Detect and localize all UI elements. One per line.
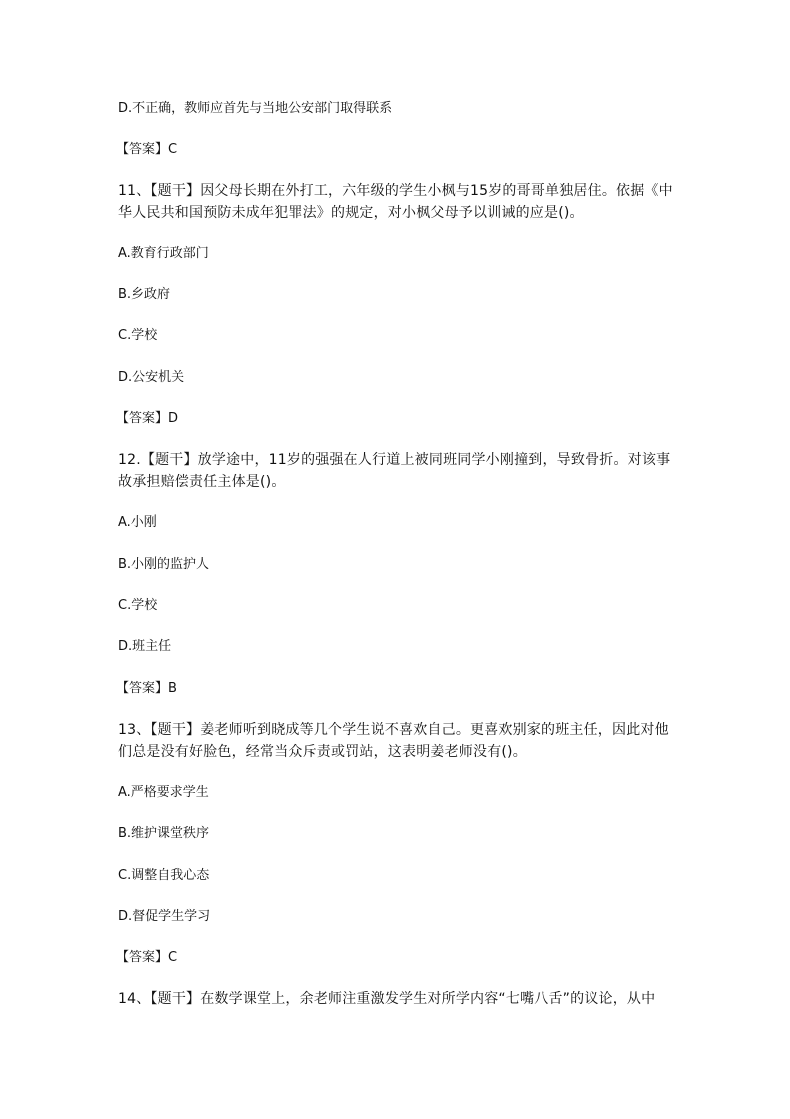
question-11-option-d: D.公安机关 (118, 370, 185, 385)
question-13-option-a: A.严格要求学生 (118, 785, 209, 800)
question-11-option-a: A.教育行政部门 (118, 246, 209, 261)
question-13-stem-line1: 13、【题干】姜老师听到晓成等几个学生说不喜欢自己。更喜欢别家的班主任，因此对他 (118, 722, 669, 738)
question-14-stem-line1: 14、【题干】在数学课堂上，余老师注重激发学生对所学内容“七嘴八舌”的议论，从中 (118, 991, 656, 1007)
previous-question-answer: 【答案】C (116, 142, 178, 157)
question-12-option-a: A.小刚 (118, 515, 157, 530)
question-13-stem-line2: 们总是没有好脸色，经常当众斥责或罚站，这表明姜老师没有()。 (118, 744, 527, 760)
question-11-answer: 【答案】D (116, 411, 179, 426)
question-12-option-c: C.学校 (118, 598, 158, 613)
question-13-option-d: D.督促学生学习 (118, 909, 211, 924)
question-11-option-c: C.学校 (118, 328, 158, 343)
previous-question-option-d: D.不正确，教师应首先与当地公安部门取得联系 (118, 101, 393, 116)
question-13-option-c: C.调整自我心态 (118, 868, 210, 883)
question-12-stem-line2: 故承担赔偿责任主体是()。 (118, 474, 286, 490)
question-12-answer: 【答案】B (116, 681, 177, 696)
question-13-option-b: B.维护课堂秩序 (118, 826, 210, 841)
question-11-stem-line1: 11、【题干】因父母长期在外打工，六年级的学生小枫与15岁的哥哥单独居住。依据《中 (118, 183, 673, 199)
question-12-stem-line1: 12.【题干】放学途中，11岁的强强在人行道上被同班同学小刚撞到，导致骨折。对该事 (118, 452, 671, 468)
question-12-option-b: B.小刚的监护人 (118, 557, 210, 572)
question-11-option-b: B.乡政府 (118, 287, 171, 302)
question-13-answer: 【答案】C (116, 950, 178, 965)
question-11-stem-line2: 华人民共和国预防未成年犯罪法》的规定，对小枫父母予以训诫的应是()。 (118, 205, 584, 221)
question-12-option-d: D.班主任 (118, 639, 172, 654)
